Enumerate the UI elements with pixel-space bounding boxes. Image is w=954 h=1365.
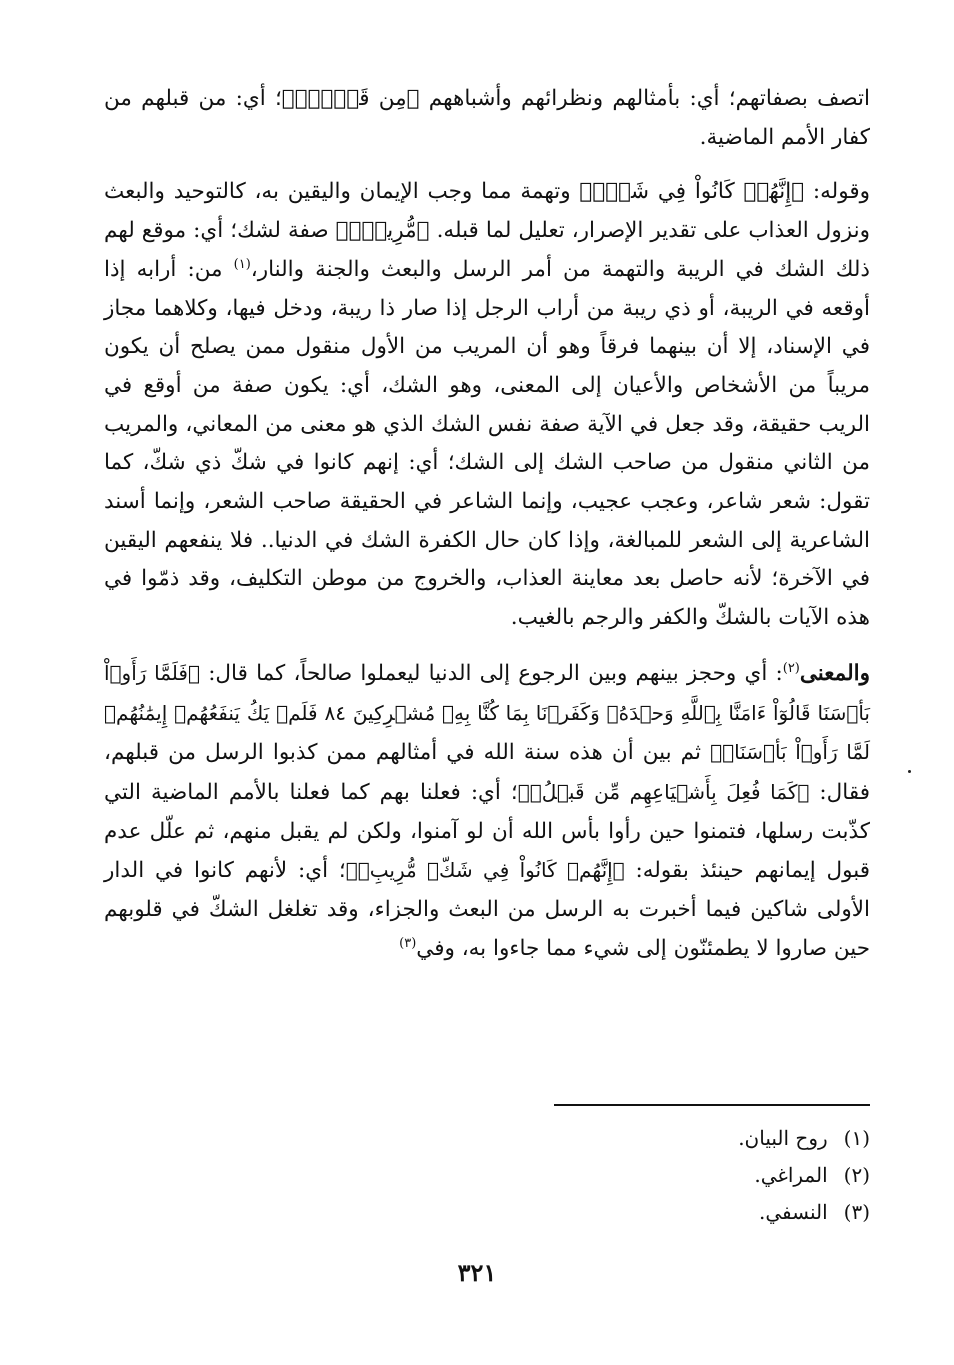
footnote-text: روح البيان. — [738, 1126, 828, 1150]
footnote-number: (١) — [843, 1126, 870, 1150]
paragraph-3-text-a: : أي وحجز بينهم وبين الرجوع إلى الدنيا ليعملوا صالحاً، كما قال: — [200, 660, 783, 686]
footnote-number: (٢) — [843, 1163, 870, 1187]
paragraph-1 — [104, 80, 870, 157]
footnote-number: (٣) — [843, 1200, 870, 1224]
paragraph-2 — [104, 173, 870, 637]
paragraph-3-text-b: ثم بين أن هذه سنة الله في أمثالهم ممن كذبوا الرسل من قبلهم، فقال: — [104, 740, 870, 805]
footnote-item — [470, 1120, 870, 1157]
footnote-text: النسفي. — [758, 1200, 828, 1224]
page-number: ٣٢١ — [457, 1258, 497, 1287]
paragraph-1-text: اتصف بصفاتهم؛ أي: بأمثالهم ونظرائهم وأشباههم ﴿مِن قَبۡلُۚ﴾؛ أي: من قبلهم من كفار الأمم الماضية. — [104, 86, 870, 150]
quran-quote-3: ﴿إِنَّهُمۡ كَانُواْ فِي شَكّٖ مُّرِيبِۭ﴾ — [345, 858, 625, 883]
footnote-item — [470, 1194, 870, 1231]
footnote-ref-1[interactable]: (١) — [233, 256, 251, 272]
footnote-text: المراغي. — [754, 1163, 828, 1187]
paragraph-3-text-c: ؛ أي: فعلنا بهم كما فعلنا بالأمم الماضية التي كذّبت رسلها، فتمنوا حين رأوا بأس الله أن لو آمنوا، ولكن لم يقبل منهم، ثم علّل عدم قبول إيمانهم حينئذ بقوله: — [104, 779, 870, 884]
paragraph-3-text-d: ؛ أي: لأنهم كانوا في الدار الأولى شاكين فيما أخبرت به الرسل من البعث والجزاء، وقد تغلغل الشكّ في قلوبهم حين صاروا لا يطمئنّون إلى شيء مما جاءوا به، وفي — [104, 858, 870, 961]
footnote-ref-3[interactable]: (٣) — [399, 935, 417, 951]
paragraph-3-lead: والمعنى — [799, 660, 870, 686]
quran-quote-2: ﴿كَمَا فُعِلَ بِأَشۡيَاعِهِم مِّن قَبۡلُۚ﴾ — [517, 779, 810, 804]
paragraph-3 — [104, 654, 870, 969]
footnotes — [470, 1120, 870, 1231]
footnote-divider — [554, 1104, 870, 1106]
footnote-item — [470, 1157, 870, 1194]
paragraph-2-text: وقوله: ﴿إِنَّهُمۡ كَانُواْ فِي شَكّٖ﴾ وتهمة مما وجب الإيمان واليقين به، كالتوحيد والبعث ونزول العذاب على تقدير الإصرار، تعليل لما قبله. ﴿مُّرِيبِۭ﴾ صفة لشك؛ أي: موقع لهم ذلك الشك في الريبة والتهمة من أمر الرسل والبعث والجنة والنار، — [104, 179, 870, 282]
quran-quote-1: ﴿فَلَمَّا رَأَوۡاْ بَأۡسَنَا قَالُوٓاْ ءَامَنَّا بِٱللَّهِ وَحۡدَهُۥ وَكَفَرۡنَا بِمَا كُنَّا بِهِۦ مُشۡرِكِينَ ٨٤ فَلَمۡ يَكُ يَنفَعُهُمۡ إِيمَٰنُهُمۡ لَمَّا رَأَوۡاْ بَأۡسَنَاۖ﴾ — [104, 660, 871, 765]
paragraph-2-text-rest: من: أرابه إذا أوقعه في الريبة، أو ذي ريبة من أراب الرجل إذا صار ذا ريبة، ودخل فيها، وكلاهما مجاز في الإسناد، إلا أن بينهما فرقاً وهو أن المريب من الأول منقول ممن يصلح أن يكون مريباً من الأشخاص والأعيان إلى المعنى، وهو الشك، أي: يكون صفة من أوقع في الريب حقيقة، وقد جعل في الآية صفة نفس الشك الذي هو معنى من المعاني، والمريب من الثاني منقول من صاحب الشك إلى الشك؛ أي: إنهم كانوا في شكّ ذي شكّ، كما تقول: شعر شاعر، وعجب عجيب، وإنما الشاعر في الحقيقة صاحب الشعر، وإنما أسند الشاعرية إلى الشعر للمبالغة، وإذا كان حال الكفرة الشك في الدنيا.. فلا ينفعهم اليقين في الآخرة؛ لأنه حاصل بعد معاينة العذاب، والخروج من موطن التكليف، وقد ذمّوا في هذه الآيات بالشكّ والكفر والرجم بالغيب. — [104, 256, 870, 631]
scan-speck — [908, 770, 911, 773]
page-body — [104, 80, 870, 968]
footnote-ref-2[interactable]: (٢) — [782, 660, 800, 676]
